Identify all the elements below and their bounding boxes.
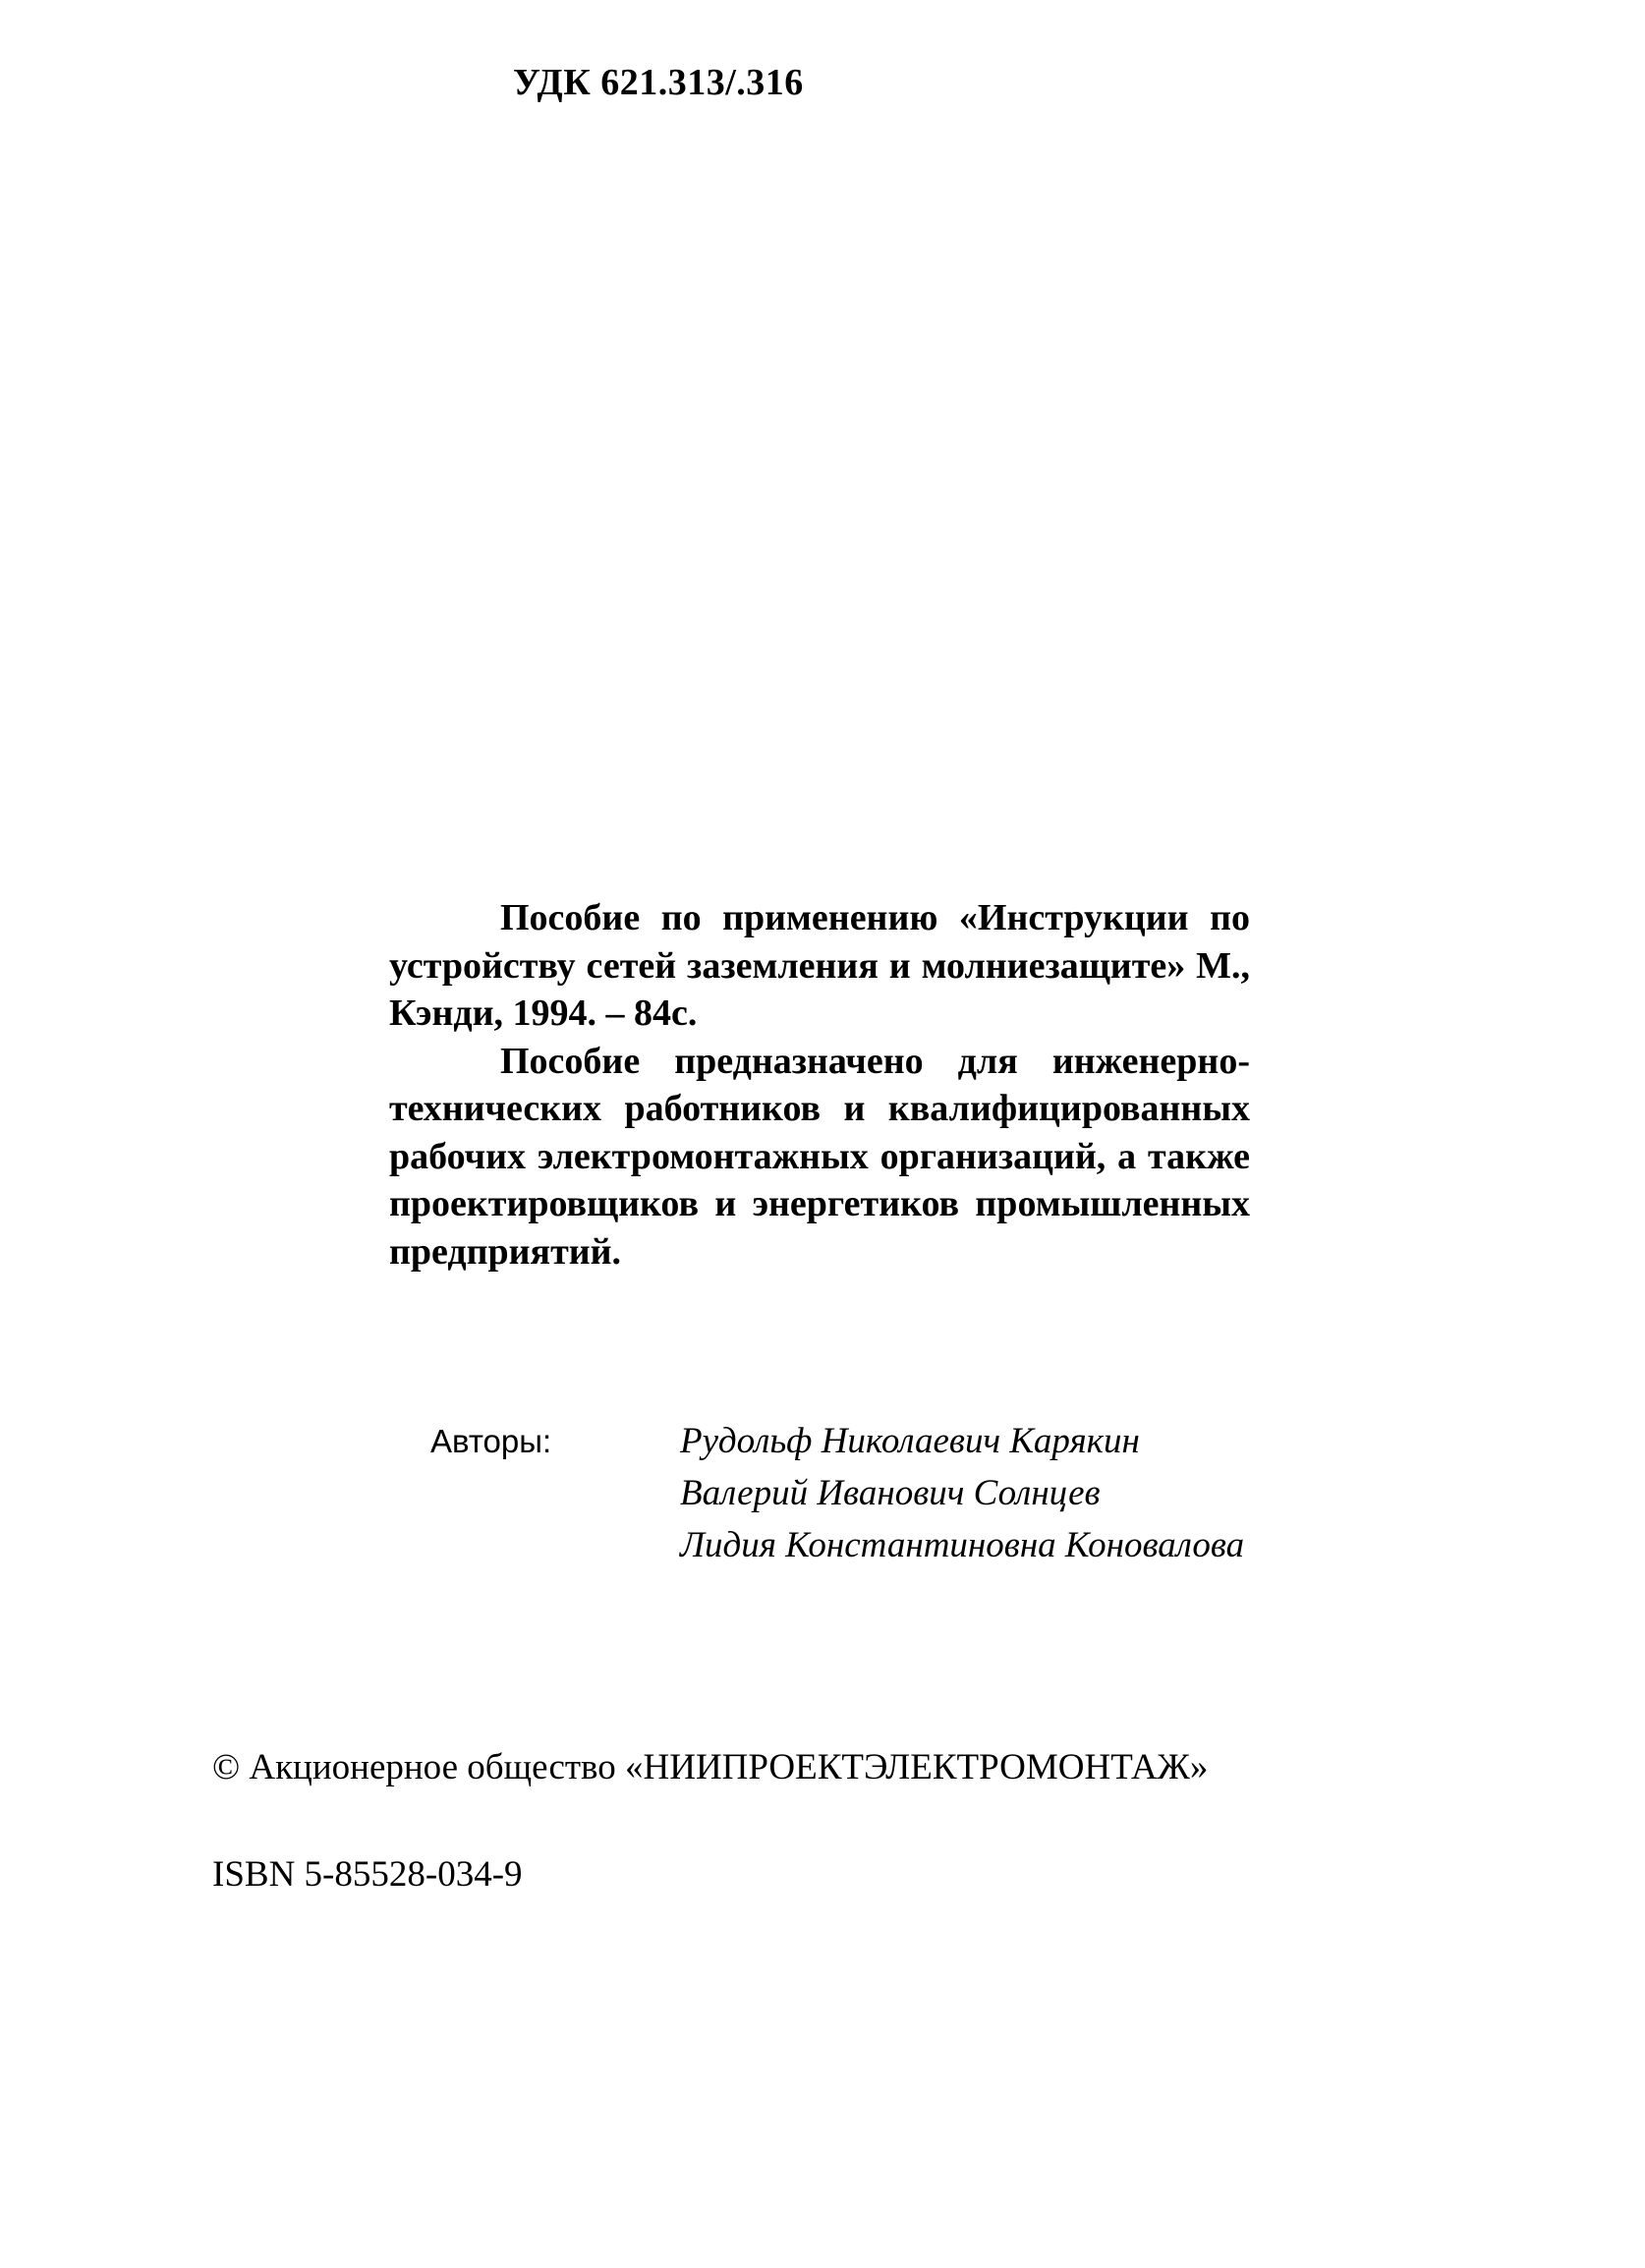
author-name: Лидия Константиновна Коновалова xyxy=(680,1525,1245,1565)
author-name: Рудольф Николаевич Карякин xyxy=(680,1421,1140,1461)
abstract-block xyxy=(389,894,1250,1276)
abstract-citation: Пособие по применению «Инструкции по устройству сетей заземления и молниезащите» М., Кэнди, 1994. – 84с. xyxy=(389,897,1250,1034)
isbn-number: ISBN 5-85528-034-9 xyxy=(212,1854,523,1895)
abstract-audience: Пособие предназначено для инженерно-технических работников и квалифицированных рабочих электромонтажных организаций, а также проектировщиков и энергетиков промышленных предприятий. xyxy=(389,1040,1250,1273)
udk-code: УДК 621.313/.316 xyxy=(513,62,804,103)
copyright-notice: © Акционерное общество «НИИПРОЕКТЭЛЕКТРОМОНТАЖ» xyxy=(212,1747,1209,1787)
author-name: Валерий Иванович Солнцев xyxy=(680,1473,1101,1513)
authors-list xyxy=(680,1415,1244,1571)
authors-label: Авторы: xyxy=(430,1423,552,1459)
